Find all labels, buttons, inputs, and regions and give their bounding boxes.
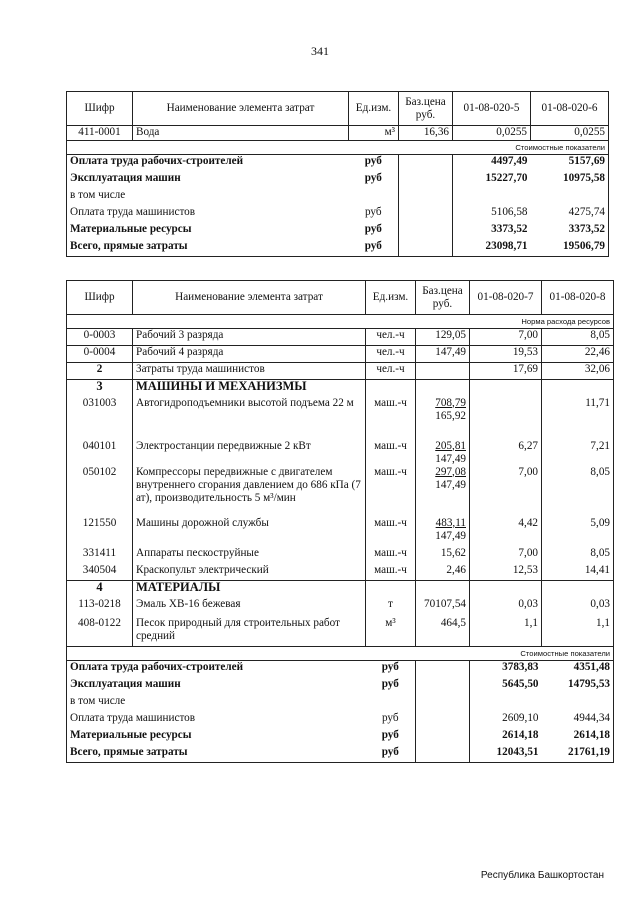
summary-value-a: [453, 189, 531, 206]
summary-spacer: [416, 746, 470, 763]
row-value-a: 6,27: [470, 440, 542, 466]
summary-row: [67, 695, 614, 712]
summary-name: Эксплуатация машин: [67, 172, 349, 189]
summary-spacer: [399, 240, 453, 257]
row-unit: чел.-ч: [366, 363, 416, 380]
price-main: 205,81: [435, 439, 466, 452]
row-code: 0-0003: [67, 329, 133, 346]
row-code: 031003: [67, 397, 133, 440]
row-name: Аппараты пескоструйные: [133, 547, 366, 564]
summary-spacer: [399, 206, 453, 223]
row-value-b: 0,03: [542, 598, 614, 617]
row-name: Автогидроподъемники высотой подъема 22 м: [133, 397, 366, 440]
summary-value-b: 4275,74: [531, 206, 609, 223]
row-value-a: 1,1: [470, 617, 542, 647]
row-name: Эмаль ХВ-16 бежевая: [133, 598, 366, 617]
summary-value-a: 4497,49: [453, 155, 531, 172]
row-value-b: 11,71: [542, 397, 614, 440]
row-price: 16,36: [399, 126, 453, 141]
row-unit: маш.-ч: [366, 397, 416, 440]
price-main: 2,46: [446, 563, 466, 576]
row-code: 331411: [67, 547, 133, 564]
summary-value-b: 10975,58: [531, 172, 609, 189]
header-col-b: 01-08-020-8: [542, 281, 614, 315]
row-value-a: 0,03: [470, 598, 542, 617]
summary-row: [67, 661, 614, 678]
summary-unit: руб: [349, 155, 399, 172]
norm-label: Норма расхода ресурсов: [67, 315, 614, 329]
summary-row: [67, 712, 614, 729]
header-price: Баз.цена руб.: [399, 92, 453, 126]
summary-row: [67, 729, 614, 746]
summary-value-a: 3783,83: [470, 661, 542, 678]
summary-row: [67, 189, 609, 206]
row-name: Компрессоры передвижные с двигателем внутреннего сгорания давлением до 686 кПа (7 ат), производительность 5 м³/мин: [133, 466, 366, 517]
row-code: 408-0122: [67, 617, 133, 647]
summary-value-b: 2614,18: [542, 729, 614, 746]
row-value-a: 19,53: [470, 346, 542, 363]
summary-name: Эксплуатация машин: [67, 678, 366, 695]
table-row: [67, 617, 614, 647]
price-main: 297,08: [435, 465, 466, 478]
summary-block: [67, 155, 609, 257]
header-unit: Ед.изм.: [366, 281, 416, 315]
summary-value-b: 21761,19: [542, 746, 614, 763]
table-row: [67, 346, 614, 363]
row-value-a: 12,53: [470, 564, 542, 581]
summary-value-b: [542, 695, 614, 712]
row-price: [416, 380, 470, 397]
indicators-label: Стоимостные показатели: [67, 141, 609, 155]
summary-row: [67, 206, 609, 223]
summary-row: [67, 746, 614, 763]
norm-header: [67, 315, 614, 329]
row-value-a: 7,00: [470, 547, 542, 564]
summary-unit: руб: [349, 172, 399, 189]
header-code: Шифр: [67, 92, 133, 126]
summary-unit: руб: [366, 678, 416, 695]
row-unit: [366, 581, 416, 598]
row-value-a: [470, 380, 542, 397]
row-code: 121550: [67, 517, 133, 547]
table-row: [67, 440, 614, 466]
row-unit: т: [366, 598, 416, 617]
row-name: Вода: [133, 126, 349, 141]
row-code: 040101: [67, 440, 133, 466]
row-price: [416, 564, 470, 581]
table-row: [67, 329, 614, 346]
summary-value-a: 15227,70: [453, 172, 531, 189]
row-value-a: 4,42: [470, 517, 542, 547]
row-value-b: 7,21: [542, 440, 614, 466]
summary-unit: руб: [349, 223, 399, 240]
row-name: Машины дорожной службы: [133, 517, 366, 547]
summary-name: Материальные ресурсы: [67, 729, 366, 746]
row-unit: чел.-ч: [366, 346, 416, 363]
row-unit: м³: [366, 617, 416, 647]
summary-value-b: 14795,53: [542, 678, 614, 695]
summary-spacer: [399, 189, 453, 206]
summary-block: [67, 661, 614, 763]
row-value-b: 1,1: [542, 617, 614, 647]
summary-name: Материальные ресурсы: [67, 223, 349, 240]
summary-value-a: 5106,58: [453, 206, 531, 223]
row-value-b: 5,09: [542, 517, 614, 547]
row-unit: маш.-ч: [366, 564, 416, 581]
table-row: [67, 598, 614, 617]
row-value-a: 7,00: [470, 329, 542, 346]
row-unit: маш.-ч: [366, 517, 416, 547]
summary-value-a: 2614,18: [470, 729, 542, 746]
summary-value-a: 3373,52: [453, 223, 531, 240]
row-name: Электростанции передвижные 2 кВт: [133, 440, 366, 466]
summary-spacer: [416, 729, 470, 746]
row-unit: маш.-ч: [366, 440, 416, 466]
price-main: 483,11: [435, 516, 466, 529]
summary-name: Оплата труда рабочих-строителей: [67, 155, 349, 172]
table-row: [67, 126, 609, 141]
resource-table-1: [66, 91, 609, 257]
table-row: [67, 397, 614, 440]
row-code: 050102: [67, 466, 133, 517]
indicators-header: [67, 141, 609, 155]
summary-name: Оплата труда рабочих-строителей: [67, 661, 366, 678]
row-value-b: 8,05: [542, 547, 614, 564]
row-price: [416, 581, 470, 598]
row-unit: [366, 380, 416, 397]
summary-name: Всего, прямые затраты: [67, 746, 366, 763]
row-price: 129,05: [416, 329, 470, 346]
section-code: 4: [67, 581, 133, 598]
summary-name: Всего, прямые затраты: [67, 240, 349, 257]
table-header: [67, 92, 609, 126]
summary-name: Оплата труда машинистов: [67, 712, 366, 729]
summary-unit: руб: [349, 240, 399, 257]
summary-value-b: 19506,79: [531, 240, 609, 257]
summary-spacer: [399, 155, 453, 172]
summary-row: [67, 155, 609, 172]
row-price: [416, 466, 470, 517]
summary-value-a: 12043,51: [470, 746, 542, 763]
row-price: [416, 363, 470, 380]
summary-value-a: 5645,50: [470, 678, 542, 695]
row-value-b: 0,0255: [531, 126, 609, 141]
row-value-b: 32,06: [542, 363, 614, 380]
row-name: Рабочий 3 разряда: [133, 329, 366, 346]
row-value-b: 8,05: [542, 329, 614, 346]
summary-unit: [366, 695, 416, 712]
summary-spacer: [416, 695, 470, 712]
row-unit: чел.-ч: [366, 329, 416, 346]
table-row: [67, 517, 614, 547]
price-operator: 147,49: [435, 452, 466, 465]
summary-spacer: [416, 661, 470, 678]
row-price: 464,5: [416, 617, 470, 647]
summary-value-b: 3373,52: [531, 223, 609, 240]
section-row: [67, 380, 614, 397]
section-title: МАШИНЫ И МЕХАНИЗМЫ: [133, 380, 366, 397]
price-operator: 147,49: [435, 529, 466, 542]
price-main: 15,62: [440, 546, 466, 559]
row-unit: м³: [349, 126, 399, 141]
summary-unit: руб: [366, 746, 416, 763]
row-code: 2: [67, 363, 133, 380]
row-price: [416, 440, 470, 466]
summary-spacer: [416, 712, 470, 729]
summary-value-a: 2609,10: [470, 712, 542, 729]
price-operator: 147,49: [435, 478, 466, 491]
summary-name: в том числе: [67, 695, 366, 712]
table-header: [67, 281, 614, 315]
row-price: 70107,54: [416, 598, 470, 617]
resource-table-2: [66, 280, 614, 763]
table-row: [67, 466, 614, 517]
row-unit: маш.-ч: [366, 547, 416, 564]
summary-row: [67, 240, 609, 257]
resource-rows: [67, 329, 614, 647]
row-code: 113-0218: [67, 598, 133, 617]
header-name: Наименование элемента затрат: [133, 92, 349, 126]
row-name: Песок природный для строительных работ средний: [133, 617, 366, 647]
summary-value-b: 5157,69: [531, 155, 609, 172]
row-value-b: [542, 380, 614, 397]
row-unit: маш.-ч: [366, 466, 416, 517]
row-value-b: 8,05: [542, 466, 614, 517]
row-value-a: 0,0255: [453, 126, 531, 141]
row-value-b: 14,41: [542, 564, 614, 581]
price-main: 708,79: [435, 396, 466, 409]
summary-spacer: [399, 172, 453, 189]
row-price: [416, 397, 470, 440]
summary-spacer: [399, 223, 453, 240]
row-value-a: 17,69: [470, 363, 542, 380]
page-number: 341: [311, 44, 329, 58]
row-price: [416, 517, 470, 547]
row-value-b: 22,46: [542, 346, 614, 363]
summary-spacer: [416, 678, 470, 695]
summary-row: [67, 172, 609, 189]
section-row: [67, 581, 614, 598]
row-value-b: [542, 581, 614, 598]
table-row: [67, 564, 614, 581]
header-col-a: 01-08-020-5: [453, 92, 531, 126]
summary-row: [67, 223, 609, 240]
header-price: Баз.цена руб.: [416, 281, 470, 315]
row-code: 0-0004: [67, 346, 133, 363]
header-unit: Ед.изм.: [349, 92, 399, 126]
header-col-a: 01-08-020-7: [470, 281, 542, 315]
summary-value-b: 4351,48: [542, 661, 614, 678]
summary-value-a: 23098,71: [453, 240, 531, 257]
summary-unit: руб: [366, 729, 416, 746]
row-value-a: [470, 397, 542, 440]
header-col-b: 01-08-020-6: [531, 92, 609, 126]
table-row: [67, 547, 614, 564]
summary-unit: руб: [349, 206, 399, 223]
row-value-a: [470, 581, 542, 598]
row-price: 147,49: [416, 346, 470, 363]
section-code: 3: [67, 380, 133, 397]
price-operator: 165,92: [435, 409, 466, 422]
row-code: 411-0001: [67, 126, 133, 141]
row-code: 340504: [67, 564, 133, 581]
summary-unit: [349, 189, 399, 206]
table-row: [67, 363, 614, 380]
row-value-a: 7,00: [470, 466, 542, 517]
row-name: Рабочий 4 разряда: [133, 346, 366, 363]
indicators-label: Стоимостные показатели: [67, 647, 614, 661]
summary-row: [67, 678, 614, 695]
row-name: Затраты труда машинистов: [133, 363, 366, 380]
summary-unit: руб: [366, 661, 416, 678]
row-name: Краскопульт электрический: [133, 564, 366, 581]
header-name: Наименование элемента затрат: [133, 281, 366, 315]
footer-region: Республика Башкортостан: [480, 870, 604, 881]
section-title: МАТЕРИАЛЫ: [133, 581, 366, 598]
row-price: [416, 547, 470, 564]
header-code: Шифр: [67, 281, 133, 315]
summary-value-b: [531, 189, 609, 206]
summary-name: Оплата труда машинистов: [67, 206, 349, 223]
summary-name: в том числе: [67, 189, 349, 206]
indicators-header: [67, 647, 614, 661]
summary-value-b: 4944,34: [542, 712, 614, 729]
summary-value-a: [470, 695, 542, 712]
summary-unit: руб: [366, 712, 416, 729]
